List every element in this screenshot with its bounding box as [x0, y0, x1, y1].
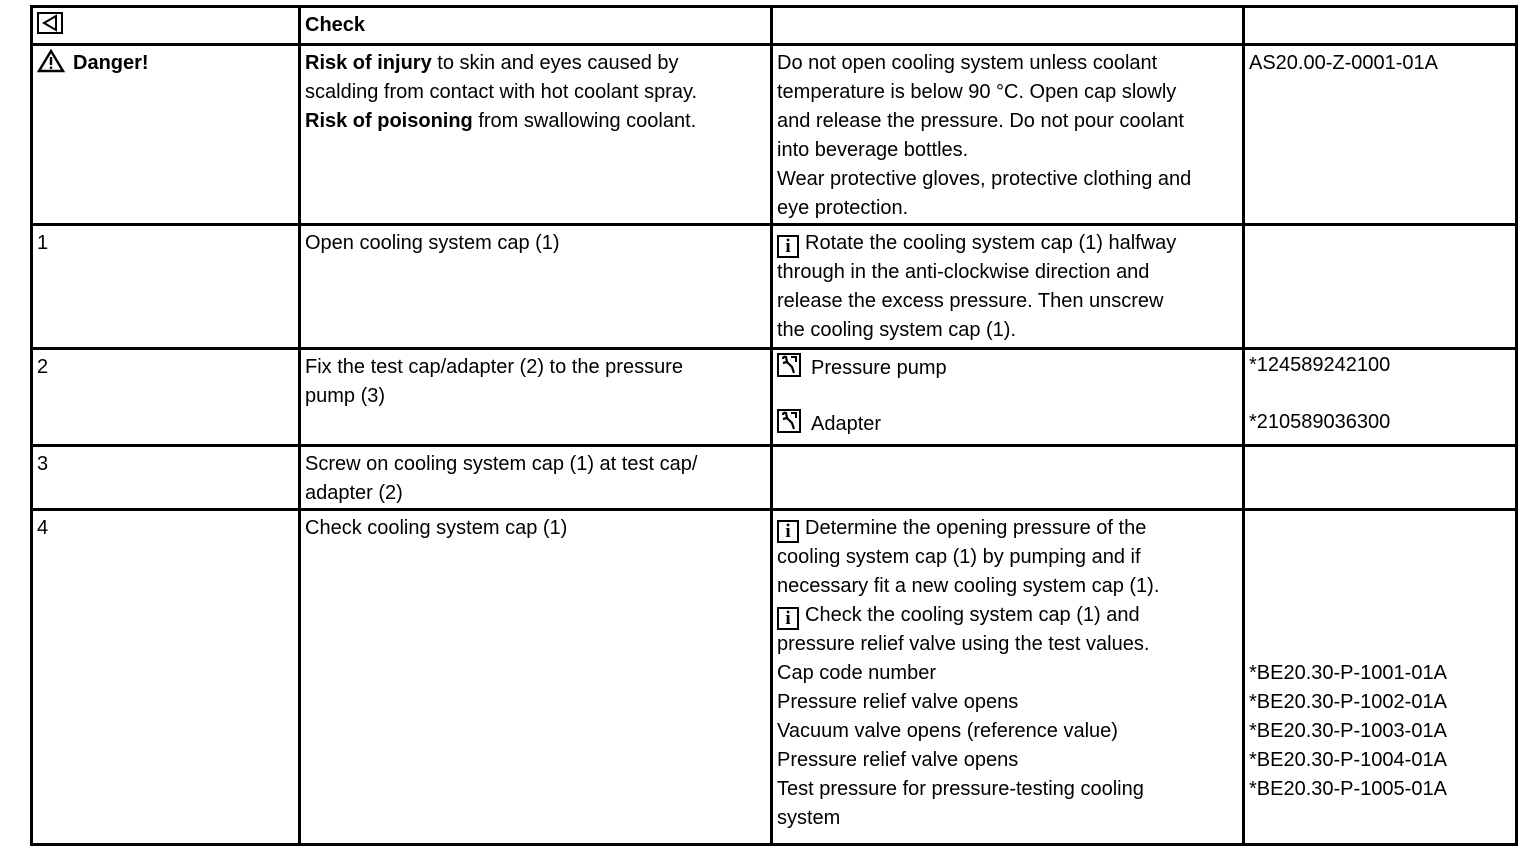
step-number: 3 [32, 446, 300, 510]
step-reference [1244, 510, 1517, 845]
warning-triangle-icon [37, 49, 65, 73]
header-check: Check [300, 7, 772, 45]
test-value-label: Test pressure for pressure-testing cooling [777, 778, 1144, 800]
info-icon: i [777, 607, 799, 630]
step-reference [1244, 225, 1517, 349]
danger-note-line: temperature is below 90 °C. Open cap slowly [777, 81, 1177, 103]
step-action-line: adapter (2) [305, 482, 403, 504]
tool-adapter-number[interactable]: *210589036300 [1249, 411, 1391, 433]
danger-notes [772, 45, 1244, 225]
test-value-label-cont: system [777, 807, 841, 829]
test-value-reference-link[interactable]: *BE20.30-P-1004-01A [1249, 749, 1447, 771]
step-notes [772, 225, 1244, 349]
test-value-reference-link[interactable]: *BE20.30-P-1005-01A [1249, 778, 1447, 800]
info-note-line: release the excess pressure. Then unscrew [777, 290, 1164, 312]
info-note-line: Determine the opening pressure of the [805, 517, 1147, 539]
danger-reference-link[interactable]: AS20.00-Z-0001-01A [1244, 45, 1517, 225]
step-number: 4 [32, 510, 300, 845]
info-note-line: through in the anti-clockwise direction and [777, 261, 1150, 283]
step-tools [772, 349, 1244, 446]
danger-note-line: eye protection. [777, 197, 909, 219]
step-row-4 [32, 510, 1517, 845]
danger-cell [32, 45, 300, 225]
info-note-line: the cooling system cap (1). [777, 319, 1016, 341]
step-action [300, 349, 772, 446]
tool-pressure-pump-number[interactable]: *124589242100 [1249, 354, 1391, 376]
danger-note-line: into beverage bottles. [777, 139, 969, 161]
info-note-line: Check the cooling system cap (1) and [805, 604, 1140, 626]
step-row-3 [32, 446, 1517, 510]
step-action: Open cooling system cap (1) [300, 225, 772, 349]
test-value-reference-link[interactable]: *BE20.30-P-1002-01A [1249, 691, 1447, 713]
step-action-line: Fix the test cap/adapter (2) to the pressure [305, 356, 683, 378]
risk-poisoning-label: Risk of poisoning [305, 110, 473, 132]
step-row-2 [32, 349, 1517, 446]
header-row [32, 7, 1517, 45]
danger-note-line: and release the pressure. Do not pour coolant [777, 110, 1184, 132]
step-reference [1244, 349, 1517, 446]
info-icon: i [777, 520, 799, 543]
info-note-line: pressure relief valve using the test values. [777, 633, 1150, 655]
special-tool-icon [777, 409, 801, 433]
step-number: 1 [32, 225, 300, 349]
risk-injury-label: Risk of injury [305, 52, 432, 74]
risk-injury-text-b: scalding from contact with hot coolant spray. [305, 81, 698, 103]
special-tool-icon [777, 353, 801, 377]
tool-adapter: Adapter [811, 413, 882, 435]
header-cell-icon [32, 7, 300, 45]
test-value-label: Pressure relief valve opens [777, 749, 1019, 771]
step-action-line: pump (3) [305, 385, 386, 407]
header-cell-4 [1244, 7, 1517, 45]
risk-poisoning-text: from swallowing coolant. [472, 110, 697, 132]
test-value-label: Pressure relief valve opens [777, 691, 1019, 713]
step-action: Check cooling system cap (1) [300, 510, 772, 845]
danger-row [32, 45, 1517, 225]
danger-risks [300, 45, 772, 225]
step-notes [772, 510, 1244, 845]
tool-pressure-pump: Pressure pump [811, 357, 947, 379]
risk-injury-text-a: to skin and eyes caused by [431, 52, 679, 74]
danger-note-line: Do not open cooling system unless coolant [777, 52, 1158, 74]
test-value-reference-link[interactable]: *BE20.30-P-1001-01A [1249, 662, 1447, 684]
test-value-label: Cap code number [777, 662, 936, 684]
info-note-line: cooling system cap (1) by pumping and if [777, 546, 1141, 568]
step-notes [772, 446, 1244, 510]
step-action [300, 446, 772, 510]
step-row-1 [32, 225, 1517, 349]
danger-label: Danger! [73, 52, 149, 74]
danger-note-line: Wear protective gloves, protective clothing and [777, 168, 1192, 190]
back-arrow-icon[interactable] [37, 12, 63, 34]
test-value-label: Vacuum valve opens (reference value) [777, 720, 1118, 742]
info-note-line: necessary fit a new cooling system cap (1). [777, 575, 1160, 597]
info-icon: i [777, 235, 799, 258]
step-reference [1244, 446, 1517, 510]
info-note-line: Rotate the cooling system cap (1) halfway [805, 232, 1177, 254]
step-action-line: Screw on cooling system cap (1) at test cap/ [305, 453, 698, 475]
procedure-table [30, 5, 1518, 846]
header-cell-3 [772, 7, 1244, 45]
step-number: 2 [32, 349, 300, 446]
test-value-reference-link[interactable]: *BE20.30-P-1003-01A [1249, 720, 1447, 742]
